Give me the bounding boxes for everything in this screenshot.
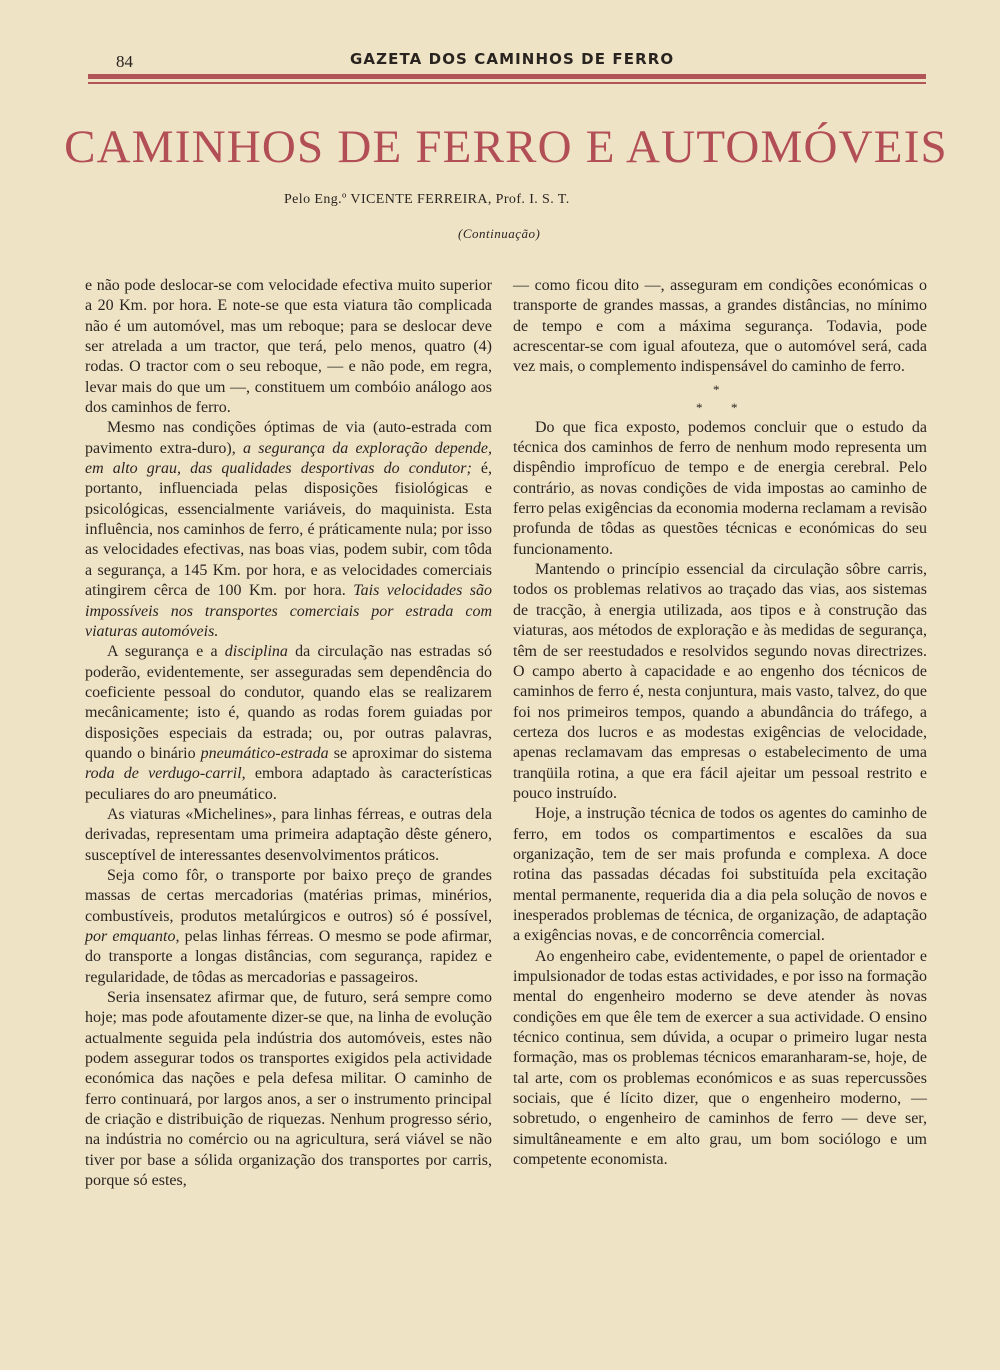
- byline: Pelo Eng.º VICENTE FERREIRA, Prof. I. S. T.: [284, 192, 570, 207]
- paragraph: As viaturas «Michelines», para linhas férreas, e outras dela derivadas, representam uma primeira adaptação dêste género, susceptível de interessantes desenvolvimentos práticos.: [85, 805, 492, 864]
- paragraph: Mantendo o princípio essencial da circulação sôbre carris, todos os problemas relativos ao traçado das vias, aos sistemas de tracção, à energia utilizada, aos tipos e à construção das viaturas, aos métodos de exploração e às medidas de segurança, têm de ser reestudados e resolvidos segundo novas directrizes. O campo aberto à capacidade e ao engenho dos técnicos de caminhos de ferro é, nesta conjuntura, mais vasto, talvez, do que foi nos primeiros tempos, quando a abundância do tráfego, a certeza dos lucros e as modestas exigências de velocidade, apenas reclamavam das empresas o estabelecimento de uma tranqüila rotina, a que era fácil ajeitar um pessoal restrito e pouco instruído.: [513, 561, 927, 802]
- paragraph: A segurança e a disciplina da circulação nas estradas só poderão, evidentemente, ser asseguradas sem dependência do coeficiente pessoal do condutor, quando elas se realizarem mecânicamente; isto é, quando as rodas forem guiadas por disposições especiais da estrada; ou, por outras palavras, quando o binário pneumático-estrada se aproximar do sistema roda de verdugo-carril, embora adaptado às características peculiares do aro pneumático.: [85, 643, 493, 803]
- paragraph: Do que fica exposto, podemos concluir que o estudo da técnica dos caminhos de ferro de nenhum modo representa um dispêndio improfícuo de tempo e de energia cerebral. Pelo contrário, as novas condições de vida impostas ao caminho de ferro pelas exigências da economia moderna reclamam a revisão profunda de tôdas as questões técnicas e económicas do seu funcionamento.: [513, 418, 927, 558]
- left-column: [85, 276, 492, 1191]
- paragraph: Ao engenheiro cabe, evidentemente, o papel de orientador e impulsionador de todas estas actividades, e por isso na formação mental do engenheiro moderno se deve atender às novas condições em que êle tem de exercer a sua actividade. O ensino técnico continua, sem dúvida, a ocupar o primeiro lugar nesta formação, mas os problemas técnicos emaranharam-se, hoje, de tal arte, com os problemas económicos e as suas repercussões sociais, que é lícito dizer, que o engenheiro moderno, — sobretudo, o engenheiro de caminhos de ferro — deve ser, simultâneamente e em alto grau, um bom sociólogo e um competente economista.: [513, 947, 927, 1169]
- paragraph: Hoje, a instrução técnica de todos os agentes do caminho de ferro, em todos os compartimentos e escalões da sua organização, tem de ser mais profunda e complexa. A doce rotina das passadas décadas foi substituída pela excitação mental permanente, requerida dia a dia pela solução de novos e inesperados problemas de técnica, de organização, de adaptação a exigências novas, e de concorrência comercial.: [513, 805, 927, 945]
- paragraph: Seja como fôr, o transporte por baixo preço de grandes massas de certas mercadorias (matérias primas, minérios, combustíveis, produtos metalúrgicos e outros) só é possível, por emquanto, pelas linhas férreas. O mesmo se pode afirmar, do transporte a longas distâncias, com segurança, rapidez e regularidade, de tôdas as mercadorias e passageiros.: [85, 866, 493, 986]
- asterism-separator: * * *: [696, 381, 738, 415]
- paragraph: — como ficou dito —, asseguram em condições económicas o transporte de grandes massas, a grandes distâncias, no mínimo de tempo e com a máxima segurança. Todavia, pode acrescentar-se com igual afouteza, que o automóvel será, cada vez mais, o complemento indispensável do caminho de ferro.: [513, 277, 927, 376]
- right-column: [513, 276, 927, 1170]
- paragraph: Seria insensatez afirmar que, de futuro, será sempre como hoje; mas pode afoutamente dizer-se que, na linha de evolução actualmente seguida pela indústria dos automóveis, estes não podem assegurar todos os transportes exigidos pela actividade económica das nações e pela defesa militar. O caminho de ferro continuará, por largos anos, a ser o instrumento principal de criação e distribuição de riquezas. Nenhum progresso sério, na indústria no comércio ou na agricultura, será viável se não tiver por base a sólida organização dos transportes por carris, porque só estes,: [85, 989, 492, 1190]
- header-rule: [88, 74, 926, 79]
- running-head: GAZETA DOS CAMINHOS DE FERRO: [350, 50, 675, 68]
- paragraph: Mesmo nas condições óptimas de via (auto-estrada com pavimento extra-duro), a segurança da exploração depende, em alto grau, das qualidades desportivas do condutor; é, portanto, influenciada pelas disposições fisiológicas e psicológicas, essencialmente variáveis, do maquinista. Esta influência, nos caminhos de ferro, é práticamente nula; por isso as velocidades efectivas, nas boas vias, podem subir, com tôda a segurança, a 145 Km. por hora, e as velocidades comerciais atingirem cêrca de 100 Km. por hora. Tais velocidades são impossíveis nos transportes comerciais por estrada com viaturas automóveis.: [85, 419, 493, 640]
- header-rule-thin: [88, 82, 926, 84]
- continuation-note: (Continuação): [458, 226, 541, 241]
- page-number: 84: [116, 52, 133, 71]
- article-title: CAMINHOS DE FERRO E AUTOMÓVEIS: [64, 121, 948, 173]
- paragraph: e não pode deslocar-se com velocidade efectiva muito superior a 20 Km. por hora. E note-se que esta viatura tão complicada não é um automóvel, mas um reboque; para se deslocar deve ser atrelada a um tractor, que terá, pelo menos, quatro (4) rodas. O tractor com o seu reboque, — e não pode, em regra, levar mais do que um —, constituem um combóio análogo aos dos caminhos de ferro.: [85, 277, 492, 417]
